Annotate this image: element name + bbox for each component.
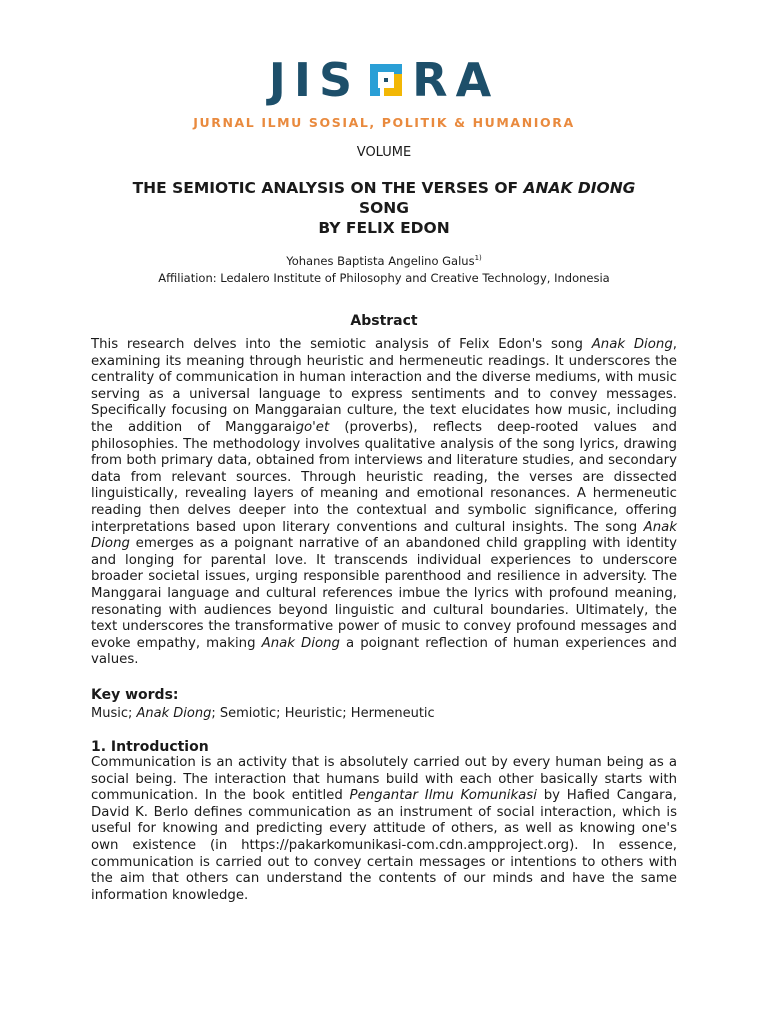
author-name: Yohanes Baptista Angelino Galus$^{1)}$ [286,254,482,268]
journal-logo [0,52,768,108]
logo-square-mark-icon [366,60,406,100]
keywords-list: Music; Anak Diong; Semiotic; Heuristic; Hermeneutic [91,706,435,721]
journal-name: JURNAL ILMU SOSIAL, POLITIK & HUMANIORA [193,115,575,130]
keywords-heading: Key words: [91,687,179,703]
volume-label: VOLUME [356,145,412,160]
abstract-text: This research delves into the semiotic analysis of Felix Edon's song Anak Diong, examining its meaning through heuristic and hermeneutic readings. It underscores the centrality of communication in human interaction and the diverse mediums, with music serving as a universal language to express sentiments and to convey messages. Specifically focusing on Manggaraian culture, the text elucidates how music, including the addition of Manggaraigo'et (proverbs), reflects deep-rooted values and philosophies. The methodology involves qualitative analysis of the song lyrics, drawing from both primary data, obtained from interviews and literature studies, and secondary data from relevant sources. Through heuristic reading, the verses are dissected linguistically, revealing layers of meaning and emotional resonances. A hermeneutic reading then delves deeper into the contextual and symbolic significance, offering interpretations based upon literary conventions and cultural insights. The song Anak Diong emerges as a poignant narrative of an abandoned child grappling with identity and longing for parental love. It transcends individual experiences to underscore broader societal issues, urging responsible parenthood and resilience in adversity. The Manggarai language and cultural references imbue the lyrics with profound meaning, resonating with audiences beyond linguistic and cultural boundaries. Ultimately, the text underscores the transformative power of music to convey profound messages and evoke empathy, making Anak Diong a poignant reflection of human experiences and values. [91,337,677,668]
author-affiliation: Affiliation: Ledalero Institute of Philosophy and Creative Technology, Indonesia [158,271,610,285]
paper-title [0,178,768,238]
title-line-2: SONG [358,199,410,217]
title-line-3: BY FELIX EDON [318,219,450,237]
introduction-text: Communication is an activity that is absolutely carried out by every human being as a social being. The interaction that humans build with each other basically starts with communication. In the book entitled Pengantar Ilmu Komunikasi by Hafied Cangara, David K. Berlo defines communication as an instrument of social interaction, which is useful for knowing and predicting every attitude of others, as well as knowing one's own existence (in https://pakarkomunikasi-com.cdn.ampproject.org). In essence, communication is carried out to convey certain messages or intentions to others with the aim that others can understand the contents of our minds and have the same information knowledge. [91,755,677,903]
introduction-heading: 1. Introduction [91,739,209,755]
title-line-1: THE SEMIOTIC ANALYSIS ON THE VERSES OF ANAK DIONG [132,179,636,197]
logo-wordmark [269,52,499,108]
author-block [0,250,768,287]
logo-text-left: JIS [268,53,361,107]
logo-text-right: RA [412,53,500,107]
author-affiliation-mark: 1) [474,254,482,262]
abstract-heading: Abstract [350,313,418,329]
